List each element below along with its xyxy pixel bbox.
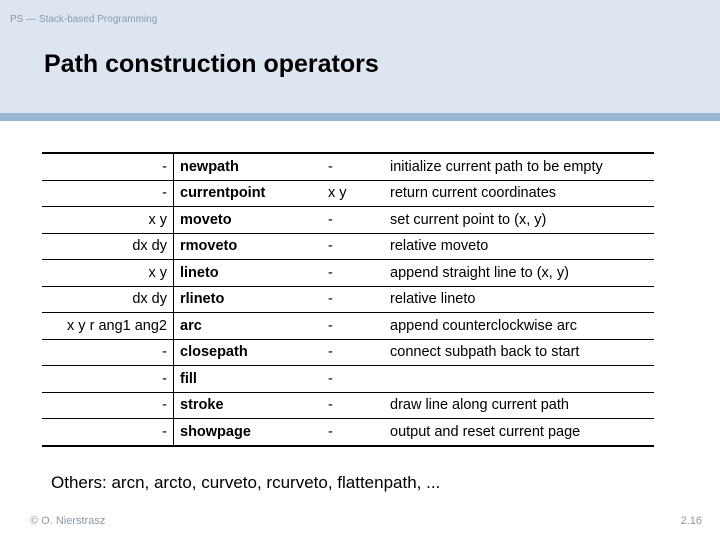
- operator-description: append counterclockwise arc: [384, 313, 654, 340]
- stack-output: -: [328, 158, 333, 175]
- table-row: [42, 366, 654, 393]
- header-divider: [0, 113, 720, 121]
- stack-input: -: [162, 158, 167, 175]
- stack-input: x y: [42, 207, 174, 234]
- stack-output: -: [322, 366, 384, 393]
- operator-description: relative moveto: [384, 233, 654, 260]
- stack-input: dx dy: [42, 286, 174, 313]
- operator-description: relative lineto: [384, 286, 654, 313]
- operator-description: append straight line to (x, y): [384, 260, 654, 287]
- operator-description: [384, 366, 654, 393]
- operator-name: currentpoint: [174, 180, 323, 207]
- operator-name: rlineto: [174, 286, 323, 313]
- operator-name: rmoveto: [174, 233, 323, 260]
- operator-description: connect subpath back to start: [384, 339, 654, 366]
- operator-description: return current coordinates: [384, 180, 654, 207]
- table-row: [42, 286, 654, 313]
- stack-output: -: [322, 313, 384, 340]
- table-row: [42, 392, 654, 419]
- table-row: [42, 260, 654, 287]
- operator-name: showpage: [174, 419, 323, 446]
- stack-input: -: [42, 366, 174, 393]
- stack-input: x y r ang1 ang2: [42, 313, 174, 340]
- operator-name: closepath: [174, 339, 323, 366]
- stack-input: -: [42, 339, 174, 366]
- stack-input: x y: [42, 260, 174, 287]
- stack-output: x y: [322, 180, 384, 207]
- operator-description: output and reset current page: [384, 419, 654, 446]
- stack-input: -: [42, 419, 174, 446]
- stack-input: dx dy: [42, 233, 174, 260]
- course-label: PS — Stack-based Programming: [10, 14, 158, 25]
- stack-input: -: [42, 180, 174, 207]
- table-row: [42, 207, 654, 234]
- table-row: [42, 180, 654, 207]
- operator-description: set current point to (x, y): [384, 207, 654, 234]
- operator-description: initialize current path to be empty: [390, 158, 603, 175]
- operator-description: draw line along current path: [384, 392, 654, 419]
- footer-author: © O. Nierstrasz: [30, 515, 106, 527]
- operator-name: arc: [174, 313, 323, 340]
- operator-name: newpath: [174, 153, 323, 180]
- operator-name: lineto: [174, 260, 323, 287]
- operator-name: stroke: [174, 392, 323, 419]
- table-row: [42, 313, 654, 340]
- stack-output: -: [322, 233, 384, 260]
- stack-output: -: [322, 392, 384, 419]
- page-number: 2.16: [680, 515, 702, 527]
- operators-table: [42, 152, 654, 447]
- others-note: Others: arcn, arcto, curveto, rcurveto, flattenpath, ...: [51, 473, 441, 492]
- table-row: [42, 233, 654, 260]
- operator-name: moveto: [174, 207, 323, 234]
- operator-name: fill: [174, 366, 323, 393]
- stack-output: -: [322, 339, 384, 366]
- table-row: [42, 419, 654, 446]
- header-band: [0, 0, 720, 113]
- stack-output: -: [322, 260, 384, 287]
- stack-input: -: [42, 392, 174, 419]
- stack-output: -: [322, 207, 384, 234]
- table-row: [42, 153, 654, 180]
- table-row: [42, 339, 654, 366]
- stack-output: -: [322, 419, 384, 446]
- stack-output: -: [322, 286, 384, 313]
- page-title: Path construction operators: [44, 50, 379, 78]
